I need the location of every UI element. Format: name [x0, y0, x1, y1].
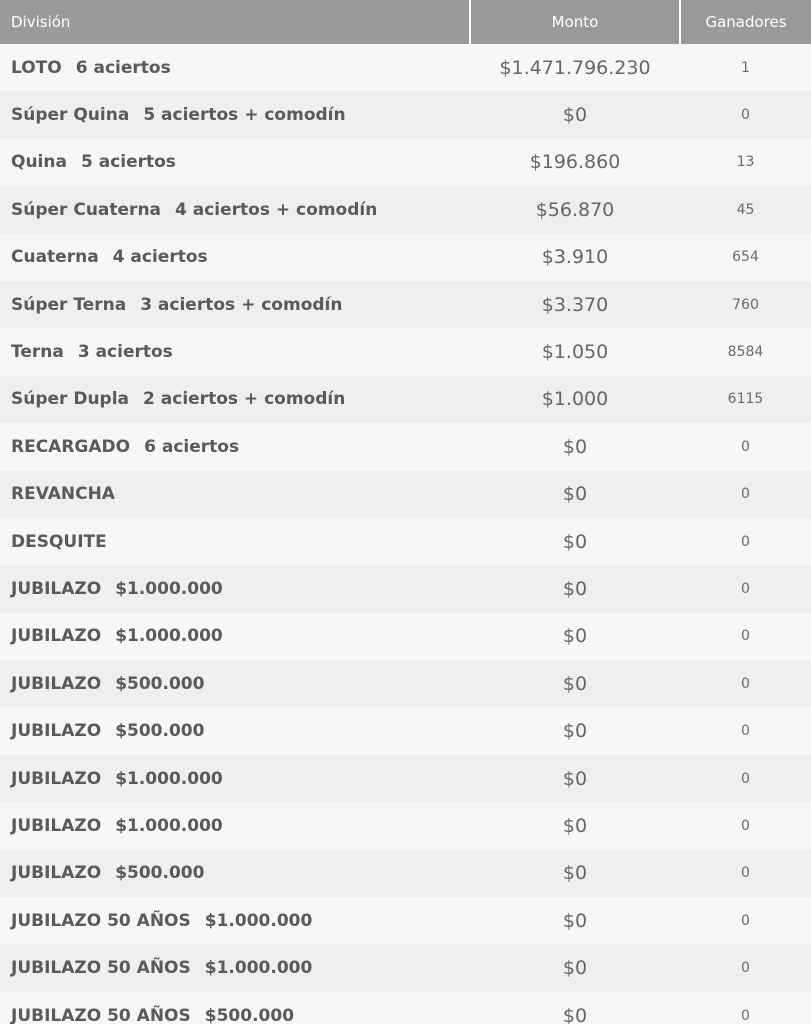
table-row: [0, 660, 811, 707]
division-name: RECARGADO: [11, 436, 131, 457]
monto-cell: $0: [470, 518, 680, 565]
division-detail: $1.000.000: [204, 910, 313, 931]
table-row: [0, 613, 811, 660]
header-row: [0, 0, 811, 44]
division-name: JUBILAZO: [11, 578, 102, 599]
ganadores-cell: 0: [680, 944, 811, 991]
ganadores-cell: 0: [680, 802, 811, 849]
monto-cell: $0: [470, 992, 680, 1024]
division-name: Súper Dupla: [11, 389, 130, 410]
division-detail: $500.000: [204, 1005, 295, 1024]
monto-cell: $196.860: [470, 139, 680, 186]
division-detail: $1.000.000: [115, 626, 223, 647]
table-header: [0, 0, 811, 44]
ganadores-cell: 1: [680, 44, 811, 91]
division-cell: [0, 234, 470, 281]
division-cell: [0, 707, 470, 754]
division-detail: $500.000: [115, 863, 205, 884]
monto-cell: $0: [470, 660, 680, 707]
division-column-header: División: [0, 0, 470, 44]
table-row: [0, 471, 811, 518]
ganadores-cell: 0: [680, 613, 811, 660]
division-detail: $1.000.000: [115, 815, 223, 836]
monto-cell: $0: [470, 802, 680, 849]
division-detail: 6 aciertos: [75, 57, 171, 78]
division-cell: [0, 139, 470, 186]
division-cell: [0, 660, 470, 707]
division-name: JUBILAZO: [11, 863, 102, 884]
division-cell: [0, 376, 470, 423]
table-row: [0, 139, 811, 186]
division-cell: [0, 44, 470, 91]
table-row: [0, 328, 811, 375]
division-name: Súper Quina: [11, 105, 130, 126]
division-detail: 3 aciertos + comodín: [140, 294, 343, 315]
monto-cell: $1.471.796.230: [470, 44, 680, 91]
ganadores-cell: 0: [680, 91, 811, 138]
monto-cell: $56.870: [470, 186, 680, 233]
ganadores-cell: 13: [680, 139, 811, 186]
division-cell: [0, 518, 470, 565]
monto-cell: $0: [470, 565, 680, 612]
ganadores-cell: 654: [680, 234, 811, 281]
division-detail: 2 aciertos + comodín: [143, 389, 346, 410]
ganadores-cell: 760: [680, 281, 811, 328]
division-cell: [0, 944, 470, 991]
division-cell: [0, 897, 470, 944]
ganadores-cell: 0: [680, 471, 811, 518]
division-cell: [0, 992, 470, 1024]
division-detail: $1.000.000: [204, 958, 313, 979]
division-cell: [0, 423, 470, 470]
division-cell: [0, 471, 470, 518]
division-name: JUBILAZO: [11, 626, 102, 647]
division-name: JUBILAZO 50 AÑOS: [11, 910, 191, 931]
monto-cell: $0: [470, 613, 680, 660]
table-body: [0, 44, 811, 1024]
ganadores-cell: 8584: [680, 328, 811, 375]
division-name: JUBILAZO: [11, 815, 102, 836]
division-name: DESQUITE: [11, 531, 107, 552]
table-row: [0, 376, 811, 423]
division-cell: [0, 328, 470, 375]
table-row: [0, 518, 811, 565]
table-row: [0, 755, 811, 802]
monto-cell: $0: [470, 91, 680, 138]
division-cell: [0, 755, 470, 802]
division-name: Cuaterna: [11, 247, 99, 268]
monto-cell: $0: [470, 423, 680, 470]
division-name: Terna: [11, 342, 64, 363]
ganadores-cell: 0: [680, 850, 811, 897]
table-row: [0, 281, 811, 328]
ganadores-cell: 0: [680, 992, 811, 1024]
table-row: [0, 565, 811, 612]
ganadores-cell: 45: [680, 186, 811, 233]
ganadores-cell: 0: [680, 755, 811, 802]
division-cell: [0, 613, 470, 660]
table-row: [0, 992, 811, 1024]
table-row: [0, 91, 811, 138]
division-name: JUBILAZO 50 AÑOS: [11, 1005, 191, 1024]
ganadores-cell: 0: [680, 707, 811, 754]
monto-column-header: Monto: [470, 0, 680, 44]
division-detail: $500.000: [115, 721, 205, 742]
division-detail: 5 aciertos: [80, 152, 176, 173]
monto-cell: $3.910: [470, 234, 680, 281]
division-detail: $1.000.000: [115, 768, 223, 789]
division-detail: $1.000.000: [115, 578, 223, 599]
division-cell: [0, 186, 470, 233]
monto-cell: $0: [470, 944, 680, 991]
monto-cell: $3.370: [470, 281, 680, 328]
division-name: Súper Cuaterna: [11, 199, 162, 220]
table-row: [0, 44, 811, 91]
division-cell: [0, 91, 470, 138]
monto-cell: $0: [470, 471, 680, 518]
table-row: [0, 234, 811, 281]
table-row: [0, 423, 811, 470]
ganadores-column-header: Ganadores: [680, 0, 811, 44]
ganadores-cell: 6115: [680, 376, 811, 423]
division-detail: 3 aciertos: [77, 342, 173, 363]
division-detail: 6 aciertos: [144, 436, 240, 457]
ganadores-cell: 0: [680, 518, 811, 565]
ganadores-cell: 0: [680, 423, 811, 470]
monto-cell: $0: [470, 707, 680, 754]
division-name: JUBILAZO: [11, 721, 102, 742]
table-row: [0, 897, 811, 944]
division-detail: 4 aciertos: [112, 247, 208, 268]
division-detail: $500.000: [115, 673, 205, 694]
table-row: [0, 707, 811, 754]
division-detail: 5 aciertos + comodín: [143, 105, 346, 126]
table-row: [0, 850, 811, 897]
division-name: Súper Terna: [11, 294, 127, 315]
ganadores-cell: 0: [680, 897, 811, 944]
ganadores-cell: 0: [680, 660, 811, 707]
monto-cell: $0: [470, 897, 680, 944]
division-cell: [0, 565, 470, 612]
table-row: [0, 186, 811, 233]
division-cell: [0, 281, 470, 328]
table-row: [0, 802, 811, 849]
ganadores-cell: 0: [680, 565, 811, 612]
division-detail: 4 aciertos + comodín: [175, 199, 378, 220]
division-name: Quina: [11, 152, 67, 173]
division-name: JUBILAZO: [11, 673, 102, 694]
division-name: JUBILAZO: [11, 768, 102, 789]
monto-cell: $0: [470, 755, 680, 802]
monto-cell: $0: [470, 850, 680, 897]
monto-cell: $1.000: [470, 376, 680, 423]
division-cell: [0, 802, 470, 849]
division-name: JUBILAZO 50 AÑOS: [11, 958, 191, 979]
division-name: REVANCHA: [11, 484, 115, 505]
monto-cell: $1.050: [470, 328, 680, 375]
division-cell: [0, 850, 470, 897]
division-name: LOTO: [11, 57, 62, 78]
table-row: [0, 944, 811, 991]
